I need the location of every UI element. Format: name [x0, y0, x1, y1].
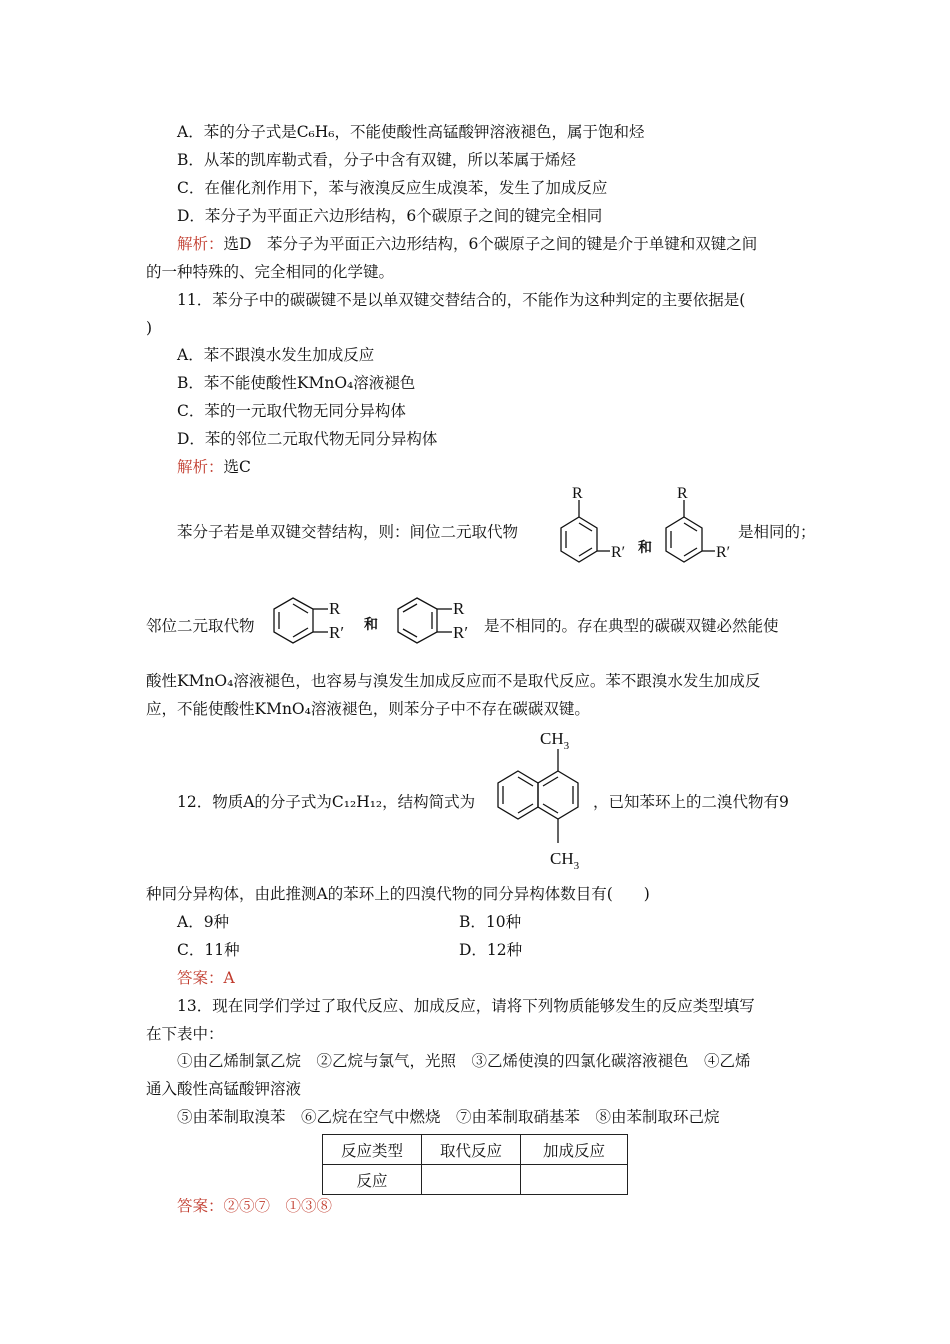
q10-option-c: C．在催化剂作用下，苯与液溴反应生成溴苯，发生了加成反应 [177, 179, 608, 197]
q12-stem-after: ，已知苯环上的二溴代物有9 [593, 793, 789, 811]
q11-option-c: C．苯的一元取代物无同分异构体 [177, 402, 406, 420]
he-label-2 [362, 615, 384, 633]
table-cell [521, 1165, 628, 1195]
q13-items-1: ①由乙烯制氯乙烷 ②乙烷与氯气，光照 ③乙烯使溴的四氯化碳溶液褪色 ④乙烯 [177, 1052, 751, 1070]
he-label-1 [636, 538, 656, 556]
table-cell: 加成反应 [521, 1135, 628, 1165]
q11-analysis-line-a: 酸性KMnO₄溶液褪色，也容易与溴发生加成反应而不是取代反应。苯不跟溴水发生加成反 [146, 672, 761, 690]
analysis-label: 解析： [177, 458, 224, 476]
table-cell: 反应 [323, 1165, 422, 1195]
ortho-structure-1 [268, 592, 360, 662]
q10-option-a: A．苯的分子式是C₆H₆，不能使酸性高锰酸钾溶液褪色，属于饱和烃 [177, 123, 645, 141]
r-label: R [453, 599, 465, 618]
q11-analysis [177, 457, 251, 477]
q11-option-d: D．苯的邻位二元取代物无同分异构体 [177, 430, 438, 448]
analysis-choice: 选C [223, 458, 251, 476]
q13-stem: 13．现在同学们学过了取代反应、加成反应，请将下列物质能够发生的反应类型填写 [177, 997, 755, 1015]
r-prime-label: R′ [453, 623, 469, 642]
analysis-text: 选D 苯分子为平面正六边形结构，6个碳原子之间的键是介于单键和双键之间 [223, 235, 758, 253]
svg-text:和: 和 [364, 618, 378, 633]
q11-stem-cont: ) [146, 319, 153, 337]
q13-stem-cont: 在下表中： [146, 1025, 224, 1043]
meta-text-after: 是相同的； [738, 523, 816, 541]
table-cell: 反应类型 [323, 1135, 422, 1165]
r-prime-label: R′ [611, 544, 626, 561]
table-row [323, 1135, 628, 1165]
r-label: R [329, 599, 341, 618]
ortho-text-after: 是不相同的。存在典型的碳碳双键必然能使 [484, 617, 779, 635]
ch3-label-bottom: $CH_3$ [550, 849, 580, 872]
r-label: R [572, 485, 583, 502]
q13-items-2: 通入酸性高锰酸钾溶液 [146, 1080, 302, 1098]
ch3-label-top: $CH_3$ [540, 729, 570, 752]
q12-option-d: D．12种 [459, 941, 523, 959]
q12-answer: 答案：A [177, 969, 235, 987]
table-cell: 取代反应 [422, 1135, 521, 1165]
q12-option-b: B．10种 [459, 913, 522, 931]
q12-option-a: A．9种 [177, 913, 230, 931]
r-prime-label: R′ [329, 623, 345, 642]
q11-stem: 11．苯分子中的碳碳键不是以单双键交替结合的，不能作为这种判定的主要依据是( [177, 291, 746, 309]
table-cell [422, 1165, 521, 1195]
naphthalene-structure [494, 725, 594, 875]
q10-option-b: B．从苯的凯库勒式看，分子中含有双键，所以苯属于烯烃 [177, 151, 576, 169]
q13-answer: 答案：②⑤⑦ ①③⑧ [177, 1197, 333, 1215]
r-label: R [677, 485, 688, 502]
reaction-type-table [322, 1134, 628, 1195]
ortho-text: 邻位二元取代物 [146, 617, 255, 635]
q11-analysis-line-b: 应，不能使酸性KMnO₄溶液褪色，则苯分子中不存在碳碳双键。 [146, 700, 590, 718]
q10-analysis [177, 234, 757, 254]
q13-items-3: ⑤由苯制取溴苯 ⑥乙烷在空气中燃烧 ⑦由苯制取硝基苯 ⑧由苯制取环己烷 [177, 1108, 720, 1126]
table-row [323, 1165, 628, 1195]
q12-stem-cont: 种同分异构体，由此推测A的苯环上的四溴代物的同分异构体数目有( ) [146, 885, 650, 903]
analysis-label: 解析： [177, 235, 224, 253]
ortho-structure-2 [392, 592, 484, 662]
meta-structure-1 [552, 480, 642, 580]
q11-option-a: A．苯不跟溴水发生加成反应 [177, 346, 375, 364]
q12-option-c: C．11种 [177, 941, 240, 959]
q11-option-b: B．苯不能使酸性KMnO₄溶液褪色 [177, 374, 416, 392]
q10-analysis-cont: 的一种特殊的、完全相同的化学键。 [146, 263, 395, 281]
meta-text: 苯分子若是单双键交替结构，则：间位二元取代物 [177, 523, 519, 541]
q12-stem: 12．物质A的分子式为C₁₂H₁₂，结构简式为 [177, 793, 476, 811]
q10-option-d: D．苯分子为平面正六边形结构，6个碳原子之间的键完全相同 [177, 207, 603, 225]
svg-text:和: 和 [638, 541, 652, 556]
r-prime-label: R′ [716, 544, 731, 561]
